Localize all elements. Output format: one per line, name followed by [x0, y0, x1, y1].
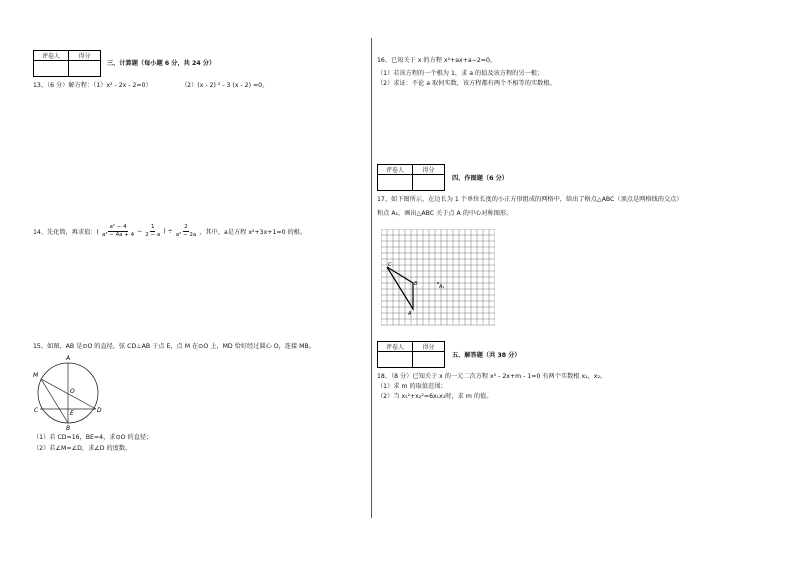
label-m: M: [33, 372, 39, 379]
label-e: E: [70, 410, 74, 417]
q18-text: 18、（8 分）已知关于 x 的一元二次方程 x² - 2x+m - 1=0 有两个实数根 x₁，x₂。: [377, 373, 607, 380]
line-mb: [41, 379, 68, 423]
label-a: A: [408, 311, 412, 317]
grader-header: 评卷人: [378, 165, 413, 175]
q15-part2: （2）若∠M=∠D，求∠D 的度数。: [33, 445, 132, 452]
grader-cell[interactable]: [378, 352, 413, 368]
grader-cell[interactable]: [378, 175, 413, 191]
score-cell[interactable]: [69, 61, 101, 77]
column-divider: [371, 38, 372, 518]
q14-expression: 14、先化简，再求值：( $\frac{\text{a² − 4}}{\text{a² − 4a + 4}}$ − $\frac{1}{2 - a}$ ) ÷ $\frac{2}{\text{a² − 2a}}$ ，其中，a是方程 x²+3x+1=0 的根。: [33, 224, 307, 238]
score-table-section4: [377, 164, 445, 191]
label-b: B: [414, 281, 418, 287]
triangle-abc: [387, 267, 413, 309]
label-b: B: [66, 425, 71, 432]
q14-fraction-1: $\frac{\text{a² − 4}}{\text{a² − 4a + 4}}$: [101, 224, 135, 238]
score-cell[interactable]: [413, 352, 445, 368]
grader-cell[interactable]: [34, 61, 69, 77]
score-header: 得分: [413, 342, 445, 352]
q13-text: 13、（6 分）解方程：（1）x² - 2x - 2=0）: [33, 82, 152, 89]
q14-suffix: ，其中，a是方程 x²+3x+1=0 的根。: [199, 229, 307, 236]
q17-grid-figure: [381, 229, 495, 327]
q17-line2: 和点 A₁，画出△ABC 关于点 A 的中心对称图形。: [377, 210, 513, 217]
q18-part1: （1）求 m 的取值范围；: [377, 383, 447, 390]
q13-part2: （2）(x - 2) ² - 3 (x - 2) =0。: [181, 82, 269, 89]
q15-part1: （1）若 CD=16，BE=4，求⊙O 的直径；: [33, 434, 153, 441]
label-c: C: [34, 407, 39, 414]
q15-circle-figure: [30, 352, 110, 432]
score-table-section5: [377, 341, 445, 368]
label-a: A: [66, 355, 71, 362]
score-header: 得分: [413, 165, 445, 175]
q14-fraction-3: $\frac{2}{\text{a² − 2a}}$: [175, 224, 197, 238]
section3-title: 三、计算题（每小题 6 分，共 24 分）: [107, 60, 216, 67]
label-c: C: [388, 262, 392, 268]
q17-line1: 17、如下图所示，在边长为 1 个单位长度的小正方形组成的网格中，给出了格点△ABC（顶点是网格线的交点）: [377, 196, 683, 203]
q14-prefix: 14、先化简，再求值：(: [33, 229, 99, 236]
q18-part2: （2）当 x₁²+x₂²=6x₁x₂时，求 m 的值。: [377, 393, 493, 400]
score-table-section3: [33, 50, 101, 77]
label-o: O: [70, 388, 75, 395]
q15-text: 15、如图，AB 是⊙O 的直径，弦 CD⊥AB 于点 E，点 M 在⊙O 上，MD 恰好经过圆心 O，连接 MB。: [33, 343, 315, 350]
label-d: D: [97, 407, 102, 414]
line-md: [41, 379, 96, 409]
section5-title: 五、解答题（共 38 分）: [452, 352, 521, 359]
grader-header: 评卷人: [378, 342, 413, 352]
q16-text: 16、已知关于 x 的方程 x²+ax+a−2=0。: [377, 57, 497, 64]
q16-part2: （2）求证：不论 a 取何实数，该方程都有两个不相等的实数根。: [377, 80, 556, 87]
grader-header: 评卷人: [34, 51, 69, 61]
label-a1: A₁: [439, 284, 445, 290]
score-cell[interactable]: [413, 175, 445, 191]
grid-lines: [381, 229, 495, 325]
q14-fraction-2: $\frac{1}{2 - a}$: [145, 224, 161, 238]
section4-title: 四、作图题（6 分）: [452, 175, 508, 182]
q16-part1: （1）若该方程的一个根为 1，求 a 的值及该方程的另一根；: [377, 70, 544, 77]
score-header: 得分: [69, 51, 101, 61]
